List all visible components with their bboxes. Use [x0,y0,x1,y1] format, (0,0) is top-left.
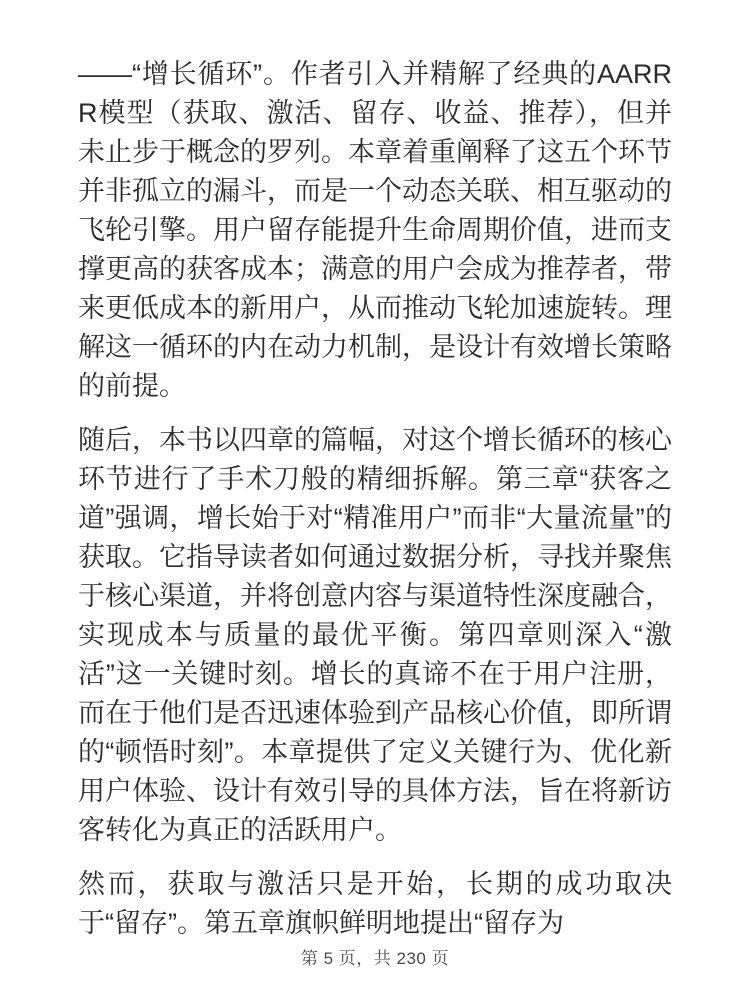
paragraph-chapter-breakdown: 随后，本书以四章的篇幅，对这个增长循环的核心环节进行了手术刀般的精细拆解。第三章“获客之道”强调，增长始于对“精准用户”而非“大量流量”的获取。它指导读者如何通过数据分析，寻找并聚焦于核心渠道，并将创意内容与渠道特性深度融合，实现成本与质量的最优平衡。第四章则深入“激活”这一关键时刻。增长的真谛不在于用户注册，而在于他们是否迅速体验到产品核心价值，即所谓的“顿悟时刻”。本章提供了定义关键行为、优化新用户体验、设计有效引导的具体方法，旨在将新访客转化为真正的活跃用户。 [78,425,672,845]
page-indicator: 第 5 页，共 230 页 [300,949,450,968]
page-footer [0,948,750,970]
page-content [78,55,672,958]
paragraph-retention-intro: 然而，获取与激活只是开始，长期的成功取决于“留存”。第五章旗帜鲜明地提出“留存为 [78,869,672,938]
paragraph-growth-loop: ——“增长循环”。作者引入并精解了经典的AARRR模型（获取、激活、留存、收益、推荐），但并未止步于概念的罗列。本章着重阐释了这五个环节并非孤立的漏斗，而是一个动态关联、相互驱动的飞轮引擎。用户留存能提升生命周期价值，进而支撑更高的获客成本；满意的用户会成为推荐者，带来更低成本的新用户，从而推动飞轮加速旋转。理解这一循环的内在动力机制，是设计有效增长策略的前提。 [78,59,672,401]
